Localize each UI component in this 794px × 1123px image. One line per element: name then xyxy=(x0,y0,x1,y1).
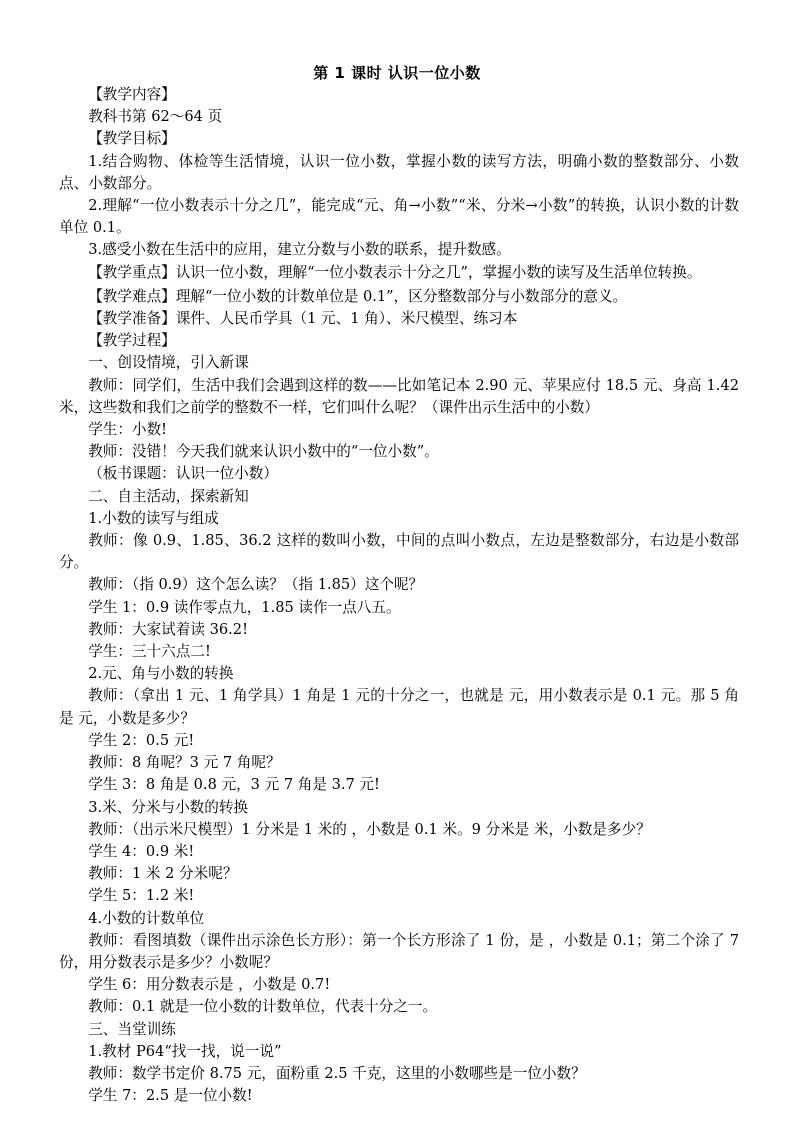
paragraph: 教师：0.1 就是一位小数的计数单位，代表十分之一。 xyxy=(88,998,438,1016)
paragraph: 教师：1 米 2 分米呢？ xyxy=(88,865,238,883)
paragraph: 学生 5：1.2 米! xyxy=(88,887,195,905)
paragraph: 教师：像 0.9、1.85、36.2 这样的数叫小数，中间的点叫小数点，左边是整数部分，右边是小数部分。 xyxy=(59,532,739,572)
paragraph: 学生：小数! xyxy=(88,421,168,439)
paragraph: 教师：看图填数（课件出示涂色长方形）：第一个长方形涂了 1 份，是 ，小数是 0.1；第二个涂了 7 份，用分数表示是多少？小数呢？ xyxy=(59,931,739,971)
paragraph: （板书课题：认识一位小数） xyxy=(88,465,278,483)
paragraph: 教师：（拿出 1 元、1 角学具）1 角是 1 元的十分之一，也就是 元，用小数表示是 0.1 元。那 5 角是 元，小数是多少？ xyxy=(59,687,739,727)
paragraph: 学生 1：0.9 读作零点九，1.85 读作一点八五。 xyxy=(88,598,401,616)
paragraph: 【教学目标】 xyxy=(88,130,176,148)
paragraph: 【教学重点】认识一位小数，理解“一位小数表示十分之几”，掌握小数的读写及生活单位转换。 xyxy=(88,263,702,281)
paragraph: 学生 2：0.5 元! xyxy=(88,731,195,749)
paragraph: 【教学内容】 xyxy=(88,86,176,103)
paragraph: 【教学难点】理解“一位小数的计数单位是 0.1”，区分整数部分与小数部分的意义。 xyxy=(88,287,628,305)
paragraph: 学生 4：0.9 米! xyxy=(88,842,195,860)
paragraph: 教师：同学们，生活中我们会遇到这样的数——比如笔记本 2.90 元、苹果应付 18.5 元、身高 1.42 米，这些数和我们之前学的整数不一样，它们叫什么呢？（课件出示生活中的小数） xyxy=(59,376,739,416)
paragraph: 2.元、角与小数的转换 xyxy=(88,665,234,683)
paragraph: 学生 7：2.5 是一位小数! xyxy=(88,1087,253,1105)
paragraph: 学生：三十六点二! xyxy=(88,643,211,661)
document-body xyxy=(59,84,739,1107)
paragraph: 【教学准备】课件、人民币学具（1 元、1 角）、米尺模型、练习本 xyxy=(88,310,518,328)
paragraph: 三、当堂训练 xyxy=(88,1020,176,1038)
paragraph: 教科书第 62～64 页 xyxy=(88,108,223,126)
paragraph: 学生 6：用分数表示是 ，小数是 0.7! xyxy=(88,976,331,994)
paragraph: 1.教材 P64“找一找，说一说” xyxy=(88,1042,282,1060)
paragraph: 教师：（指 0.9）这个怎么读？（指 1.85）这个呢？ xyxy=(88,576,424,594)
paragraph: 1.结合购物、体检等生活情境，认识一位小数，掌握小数的读写方法，明确小数的整数部分、小数点、小数部分。 xyxy=(59,152,739,192)
paragraph: 【教学过程】 xyxy=(88,332,176,350)
paragraph: 教师：8 角呢？3 元 7 角呢？ xyxy=(88,754,281,772)
paragraph: 一、创设情境，引入新课 xyxy=(88,354,249,372)
paragraph: 教师：大家试着读 36.2! xyxy=(88,620,248,638)
paragraph: 2.理解“一位小数表示十分之几”，能完成“元、角→小数”“米、分米→小数”的转换，认识小数的计数单位 0.1。 xyxy=(59,197,739,237)
paragraph: 4.小数的计数单位 xyxy=(88,909,205,927)
paragraph: 3.米、分米与小数的转换 xyxy=(88,798,249,816)
paragraph: 1.小数的读写与组成 xyxy=(88,509,219,527)
paragraph: 3.感受小数在生活中的应用，建立分数与小数的联系，提升数感。 xyxy=(88,241,511,259)
paragraph: 教师：（出示米尺模型）1 分米是 1 米的 ，小数是 0.1 米。9 分米是 米，小数是多少？ xyxy=(88,820,651,838)
paragraph: 教师：没错！今天我们就来认识小数中的“一位小数”。 xyxy=(88,443,439,461)
paragraph: 教师：数学书定价 8.75 元，面粉重 2.5 千克，这里的小数哪些是一位小数？ xyxy=(88,1064,586,1082)
paragraph: 学生 3：8 角是 0.8 元，3 元 7 角是 3.7 元! xyxy=(88,776,380,794)
document-title: 第 1 课时 认识一位小数 xyxy=(313,64,481,82)
paragraph: 二、自主活动，探索新知 xyxy=(88,487,249,505)
